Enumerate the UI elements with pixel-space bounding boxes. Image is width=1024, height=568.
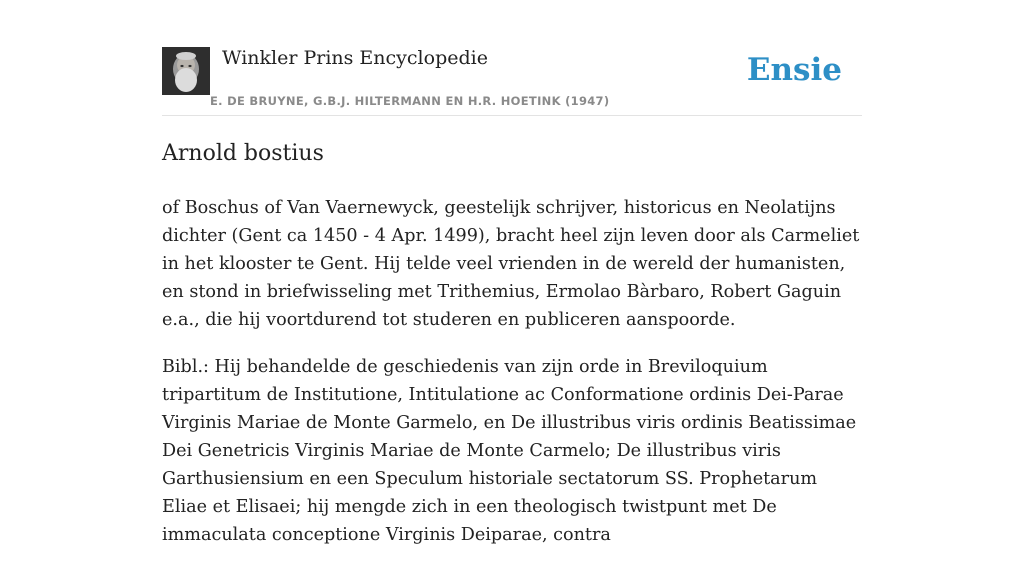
entry-paragraph: Bibl.: Hij behandelde de geschiedenis van zijn orde in Breviloquium tripartitum de Institutione, Intitulatione ac Conformatione ordinis Dei-Parae Virginis Mariae de Monte Garmelo, en De illustribus viris ordinis Beatissimae Dei Genetricis Virginis Mariae de Monte Carmelo; De illustribus viris Garthusiensium en een Speculum historiale sectatorum SS. Prophetarum Eliae et Elisaei; hij mengde zich in een theologisch twistpunt met De immaculata conceptione Virginis Deiparae, contra (162, 357, 857, 545)
publication-authors: E. DE BRUYNE, G.B.J. HILTERMANN EN H.R. HOETINK (1947) (210, 94, 610, 108)
ensie-logo-link[interactable]: Ensie (746, 52, 842, 88)
entry-content (162, 138, 862, 568)
publication-title[interactable]: Winkler Prins Encyclopedie (222, 47, 488, 69)
author-portrait-icon[interactable] (162, 47, 210, 95)
publication-header (162, 46, 862, 116)
portrait-image (162, 47, 210, 95)
entry-paragraph: of Boschus of Van Vaernewyck, geestelijk schrijver, historicus en Neolatijns dichter (Gent ca 1450 - 4 Apr. 1499), bracht heel zijn leven door als Carmeliet in het klooster te Gent. Hij telde veel vrienden in de wereld der humanisten, en stond in briefwisseling met Trithemius, Ermolao Bàrbaro, Robert Gaguin e.a., die hij voortdurend tot studeren en publiceren aanspoorde. (162, 198, 860, 330)
entry-title: Arnold bostius (162, 141, 324, 166)
